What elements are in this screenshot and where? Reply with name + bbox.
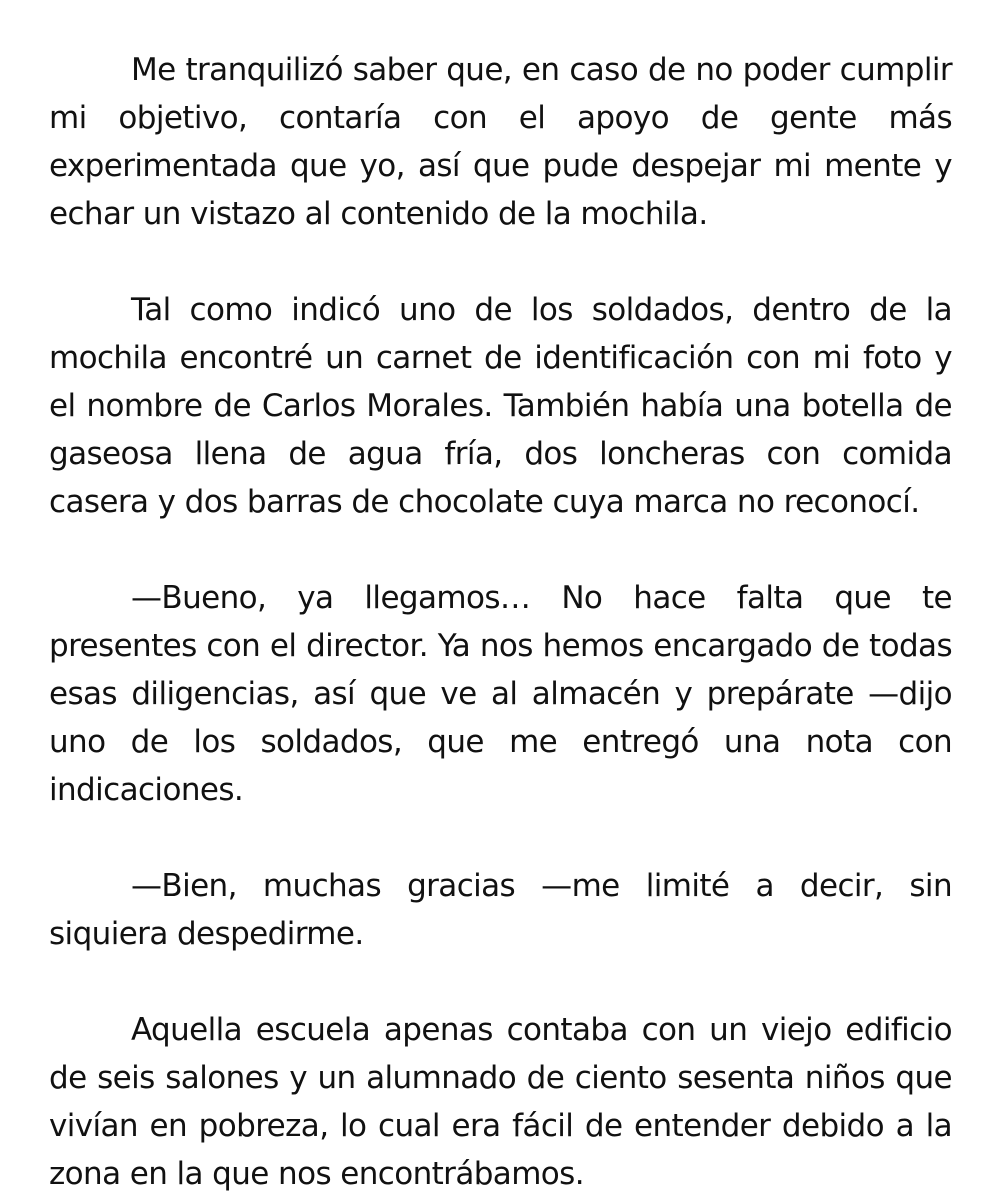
paragraph-4: —Bien, muchas gracias —me limité a decir, sin siquiera despedirme. (49, 868, 952, 952)
paragraph-1: Me tranquilizó saber que, en caso de no poder cumplir mi objetivo, contaría con el apoyo de gente más experimentada que yo, así que pude despejar mi mente y echar un vistazo al contenido de la mochila. (49, 52, 952, 232)
paragraph-5: Aquella escuela apenas contaba con un viejo edificio de seis salones y un alumnado de ciento sesenta niños que vivían en pobreza, lo cual era fácil de entender debido a la zona en la que nos encontrábamos. (49, 1012, 952, 1192)
paragraph-3: —Bueno, ya llegamos… No hace falta que te presentes con el director. Ya nos hemos encargado de todas esas diligencias, así que ve al almacén y prepárate —dijo uno de los soldados, que me entregó una nota con indicaciones. (49, 580, 952, 808)
paragraph-2: Tal como indicó uno de los soldados, dentro de la mochila encontré un carnet de identificación con mi foto y el nombre de Carlos Morales. También había una botella de gaseosa llena de agua fría, dos loncheras con comida casera y dos barras de chocolate cuya marca no reconocí. (49, 292, 952, 520)
